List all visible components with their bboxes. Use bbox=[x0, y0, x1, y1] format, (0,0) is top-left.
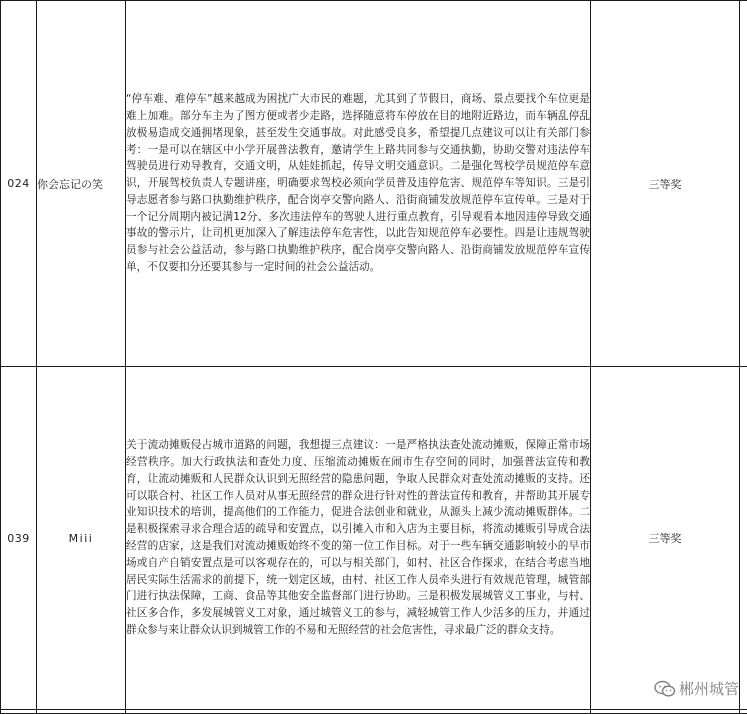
entry-award: 三等奖 bbox=[591, 367, 740, 710]
entry-suggestion: 关于流动摊贩侵占城市道路的问题，我想提三点建议：一是严格执法查处流动摊贩，保障正常市场经营秩序。加大行政执法和查处力度、压缩流动摊贩在闹市生存空间的同时，加强普法宣传和教育，让流动摊贩和人民群众认识到无照经营的隐患问题，争取人民群众对查处流动摊贩的支持。还可以联合村、社区工作人员对从事无照经营的群众进行针对性的普法宣传和教育，并帮助其开展专业知识技术的培训，提高他们的工作能力，促进合法创业和就业，从源头上减少流动摊贩群体。二是积极探索寻求合理合适的疏导和安置点，以引摊入市和入店为主要目标，将流动摊贩引导成合法经营的店家，这是我们对流动摊贩始终不变的第一位工作目标。对于一些车辆交通影响较小的早市场或自产自销安置点是可以客观存在的，可以与相关部门，如村、社区合作探求，在结合考虑当地居民实际生活需求的前提下，统一划定区域，由村、社区工作人员牵头进行有效规范管理，城管部门进行执法保障，工商、食品等其他安全监督部门进行协助。三是积极发展城管义工事业，与村、社区多合作，多发展城管义工对象，通过城管义工的参与，减轻城管工作人少活多的压力，并通过群众参与来让群众认识到城管工作的不易和无照经营的社会危害性，寻求最广泛的群众支持。 bbox=[126, 367, 591, 710]
entry-author: 你会忘记の笑 bbox=[37, 1, 126, 367]
entry-number: 024 bbox=[1, 1, 37, 367]
table-row bbox=[1, 1, 747, 367]
entry-number: 039 bbox=[1, 367, 37, 710]
empty-cell bbox=[740, 367, 747, 710]
table-row bbox=[1, 367, 747, 710]
entry-suggestion: “停车难、难停车”越来越成为困扰广大市民的难题，尤其到了节假日，商场、景点要找个车位更是难上加难。部分车主为了图方便或者少走路，选择随意将车停放在目的地附近路边，而车辆乱停乱放极易造成交通拥堵现象，甚至发生交通事故。对此感受良多，希望提几点建议可以让有关部门参考：一是可以在辖区中小学开展普法教育，邀请学生上路共同参与交通执勤，协助交警对违法停车驾驶员进行劝导教育，交通文明，从娃娃抓起，传导文明交通意识。二是强化驾校学员规范停车意识，开展驾校负责人专题讲座，明确要求驾校必须向学员普及违停危害、规范停车等知识。三是引导志愿者参与路口执勤维护秩序，配合岗亭交警向路人、沿街商铺发放规范停车宣传单。三是对于一个记分周期内被记满12分、多次违法停车的驾驶人进行重点教育，引导观看本地因违停导致交通事故的警示片，让司机更加深入了解违法停车危害性，以此告知规范停车必要性。四是让违规驾驶员参与社会公益活动，参与路口执勤维护秩序，配合岗亭交警向路人、沿街商铺发放规范停车宣传单，不仅要扣分还要其参与一定时间的社会公益活动。 bbox=[126, 1, 591, 367]
empty-cell bbox=[740, 1, 747, 367]
watermark-text: 郴州城管 bbox=[679, 678, 739, 699]
entry-author: Miii bbox=[37, 367, 126, 710]
watermark bbox=[654, 678, 739, 699]
entry-award: 三等奖 bbox=[591, 1, 740, 367]
wechat-icon bbox=[654, 680, 676, 698]
